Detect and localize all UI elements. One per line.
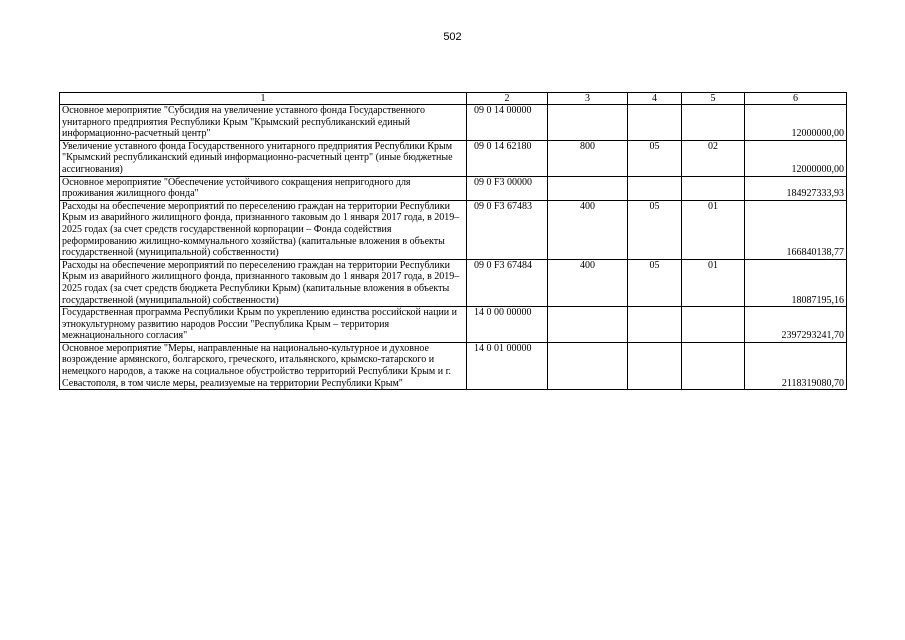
table-row (60, 176, 847, 200)
page-number: 502 (443, 31, 462, 43)
table-cell-vr (548, 105, 628, 141)
table-cell-name: Основное мероприятие "Меры, направленные на национально-культурное и духовное возрождение армянского, болгарского, греческого, итальянского, крымско-татарского и немецкого народов, а также на социальное обустройство территорий Республики Крым и г. Севастополя, в том числе меры, реализуемые на территории Республики Крым" (60, 342, 467, 389)
table-cell-name: Расходы на обеспечение мероприятий по переселению граждан на территории Республики Крым из аварийного жилищного фонда, признанного таковым до 1 января 2017 года, в 2019–2025 годах (за счет средств государственной корпорации – Фонда содействия реформированию жилищно-коммунального хозяйства) (капитальные вложения в объекты государственной (муниципальной) собственности) (60, 200, 467, 259)
table-cell-code: 09 0 14 62180 (467, 140, 548, 176)
table-cell-pr (682, 105, 745, 141)
column-header: 5 (682, 93, 745, 105)
table-row (60, 259, 847, 306)
table-cell-rz (628, 342, 682, 389)
column-header: 1 (60, 93, 467, 105)
table-cell-code: 09 0 F3 67483 (467, 200, 548, 259)
table-cell-sum: 2397293241,70 (745, 307, 847, 343)
table-cell-name: Государственная программа Республики Крым по укреплению единства российской нации и этнокультурному развитию народов России "Республика Крым – территория межнационального согласия" (60, 307, 467, 343)
column-header: 3 (548, 93, 628, 105)
table-cell-sum: 12000000,00 (745, 140, 847, 176)
table-cell-sum: 18087195,16 (745, 259, 847, 306)
table-cell-name: Основное мероприятие "Субсидия на увеличение уставного фонда Государственного унитарного предприятия Республики Крым "Крымский республиканский единый информационно-расчетный центр" (60, 105, 467, 141)
table-cell-sum: 184927333,93 (745, 176, 847, 200)
table-cell-rz (628, 176, 682, 200)
table-cell-sum: 12000000,00 (745, 105, 847, 141)
table-cell-vr: 400 (548, 259, 628, 306)
table-cell-vr: 800 (548, 140, 628, 176)
table-cell-code: 09 0 F3 67484 (467, 259, 548, 306)
table-cell-code: 14 0 00 00000 (467, 307, 548, 343)
table-cell-pr (682, 307, 745, 343)
table-cell-sum: 2118319080,70 (745, 342, 847, 389)
table-cell-rz: 05 (628, 140, 682, 176)
table-cell-code: 09 0 F3 00000 (467, 176, 548, 200)
table-cell-code: 14 0 01 00000 (467, 342, 548, 389)
table-row (60, 200, 847, 259)
table-cell-pr: 02 (682, 140, 745, 176)
table-row (60, 342, 847, 389)
table-cell-name: Увеличение уставного фонда Государственного унитарного предприятия Республики Крым "Крымский республиканский единый информационно-расчетный центр" (иные бюджетные ассигнования) (60, 140, 467, 176)
table-cell-rz (628, 105, 682, 141)
table-cell-rz: 05 (628, 259, 682, 306)
table-cell-rz (628, 307, 682, 343)
budget-table (59, 92, 847, 390)
column-header: 2 (467, 93, 548, 105)
table-cell-vr (548, 307, 628, 343)
table-row (60, 307, 847, 343)
column-header: 4 (628, 93, 682, 105)
table-cell-vr: 400 (548, 200, 628, 259)
table-cell-name: Расходы на обеспечение мероприятий по переселению граждан на территории Республики Крым из аварийного жилищного фонда, признанного таковым до 1 января 2017 года, в 2019–2025 годах (за счет средств бюджета Республики Крым) (капитальные вложения в объекты государственной (муниципальной) собственности) (60, 259, 467, 306)
table-cell-sum: 166840138,77 (745, 200, 847, 259)
table-row (60, 105, 847, 141)
table-cell-rz: 05 (628, 200, 682, 259)
table-cell-name: Основное мероприятие "Обеспечение устойчивого сокращения непригодного для проживания жилищного фонда" (60, 176, 467, 200)
column-header: 6 (745, 93, 847, 105)
table-row (60, 140, 847, 176)
table-cell-vr (548, 176, 628, 200)
table-cell-pr: 01 (682, 200, 745, 259)
table-cell-pr (682, 176, 745, 200)
table-cell-code: 09 0 14 00000 (467, 105, 548, 141)
table-cell-pr: 01 (682, 259, 745, 306)
table-cell-vr (548, 342, 628, 389)
table-header-row (60, 93, 847, 105)
table-cell-pr (682, 342, 745, 389)
